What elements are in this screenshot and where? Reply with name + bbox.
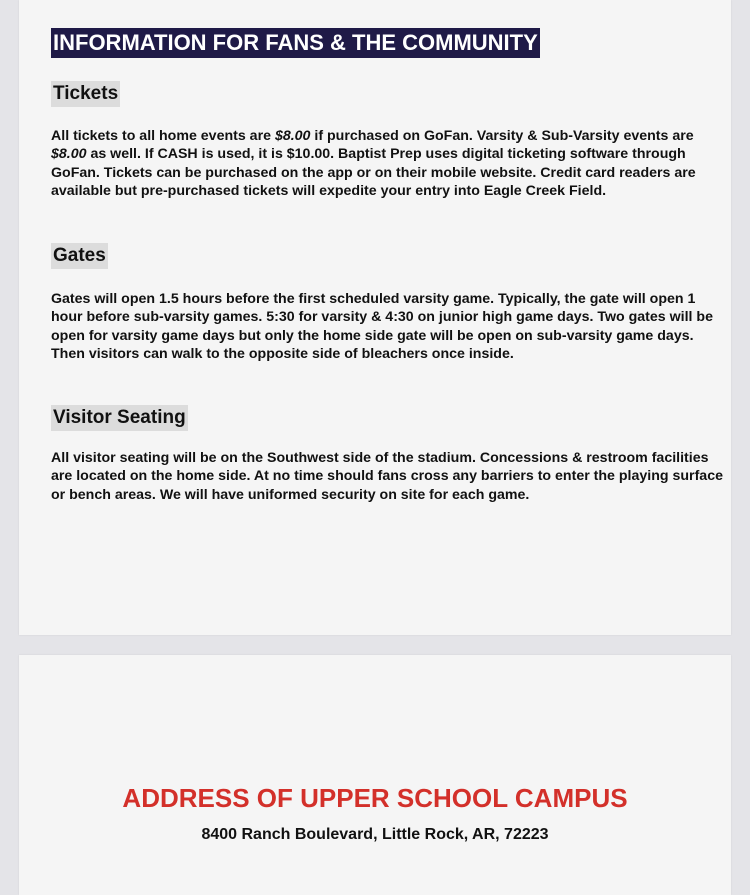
tickets-text-3: as well. If CASH is used, it is $10.00. Baptist Prep uses digital ticketing software through GoFan. Tickets can be purchased on the app or on their mobile website. Credit card readers are available but pre-purchased tickets will expedite your entry into Eagle Creek Field.	[51, 146, 696, 200]
visitor-seating-heading: Visitor Seating	[51, 405, 188, 431]
tickets-heading: Tickets	[51, 81, 120, 107]
tickets-price-subvarsity: $8.00	[51, 146, 87, 163]
visitor-seating-paragraph: All visitor seating will be on the Southwest side of the stadium. Concessions & restroom facilities are located on the home side. At no time should fans cross any barriers to enter the playing surface or bench areas. We will have uniformed security on site for each game.	[51, 450, 723, 503]
gates-heading: Gates	[51, 243, 108, 269]
tickets-price-online: $8.00	[274, 128, 311, 144]
gates-paragraph: Gates will open 1.5 hours before the first scheduled varsity game. Typically, the gate will open 1 hour before sub-varsity games. 5:30 for varsity & 4:30 on junior high game days. Two gates will be open for varsity game days but only the home side gate will be open on sub-varsity game days. Then visitors can walk to the opposite side of bleachers once inside.	[51, 291, 713, 363]
document-page-2	[19, 655, 731, 895]
tickets-text-2: if purchased on GoFan. Varsity & Sub-Varsity events are	[310, 128, 694, 144]
address-title: ADDRESS OF UPPER SCHOOL CAMPUS	[122, 783, 628, 813]
page-title: INFORMATION FOR FANS & THE COMMUNITY	[51, 28, 540, 58]
tickets-text-1: All tickets to all home events are	[51, 128, 275, 144]
address-text: 8400 Ranch Boulevard, Little Rock, AR, 72223	[201, 826, 549, 843]
document-page-1	[19, 0, 731, 635]
tickets-paragraph	[51, 127, 723, 201]
